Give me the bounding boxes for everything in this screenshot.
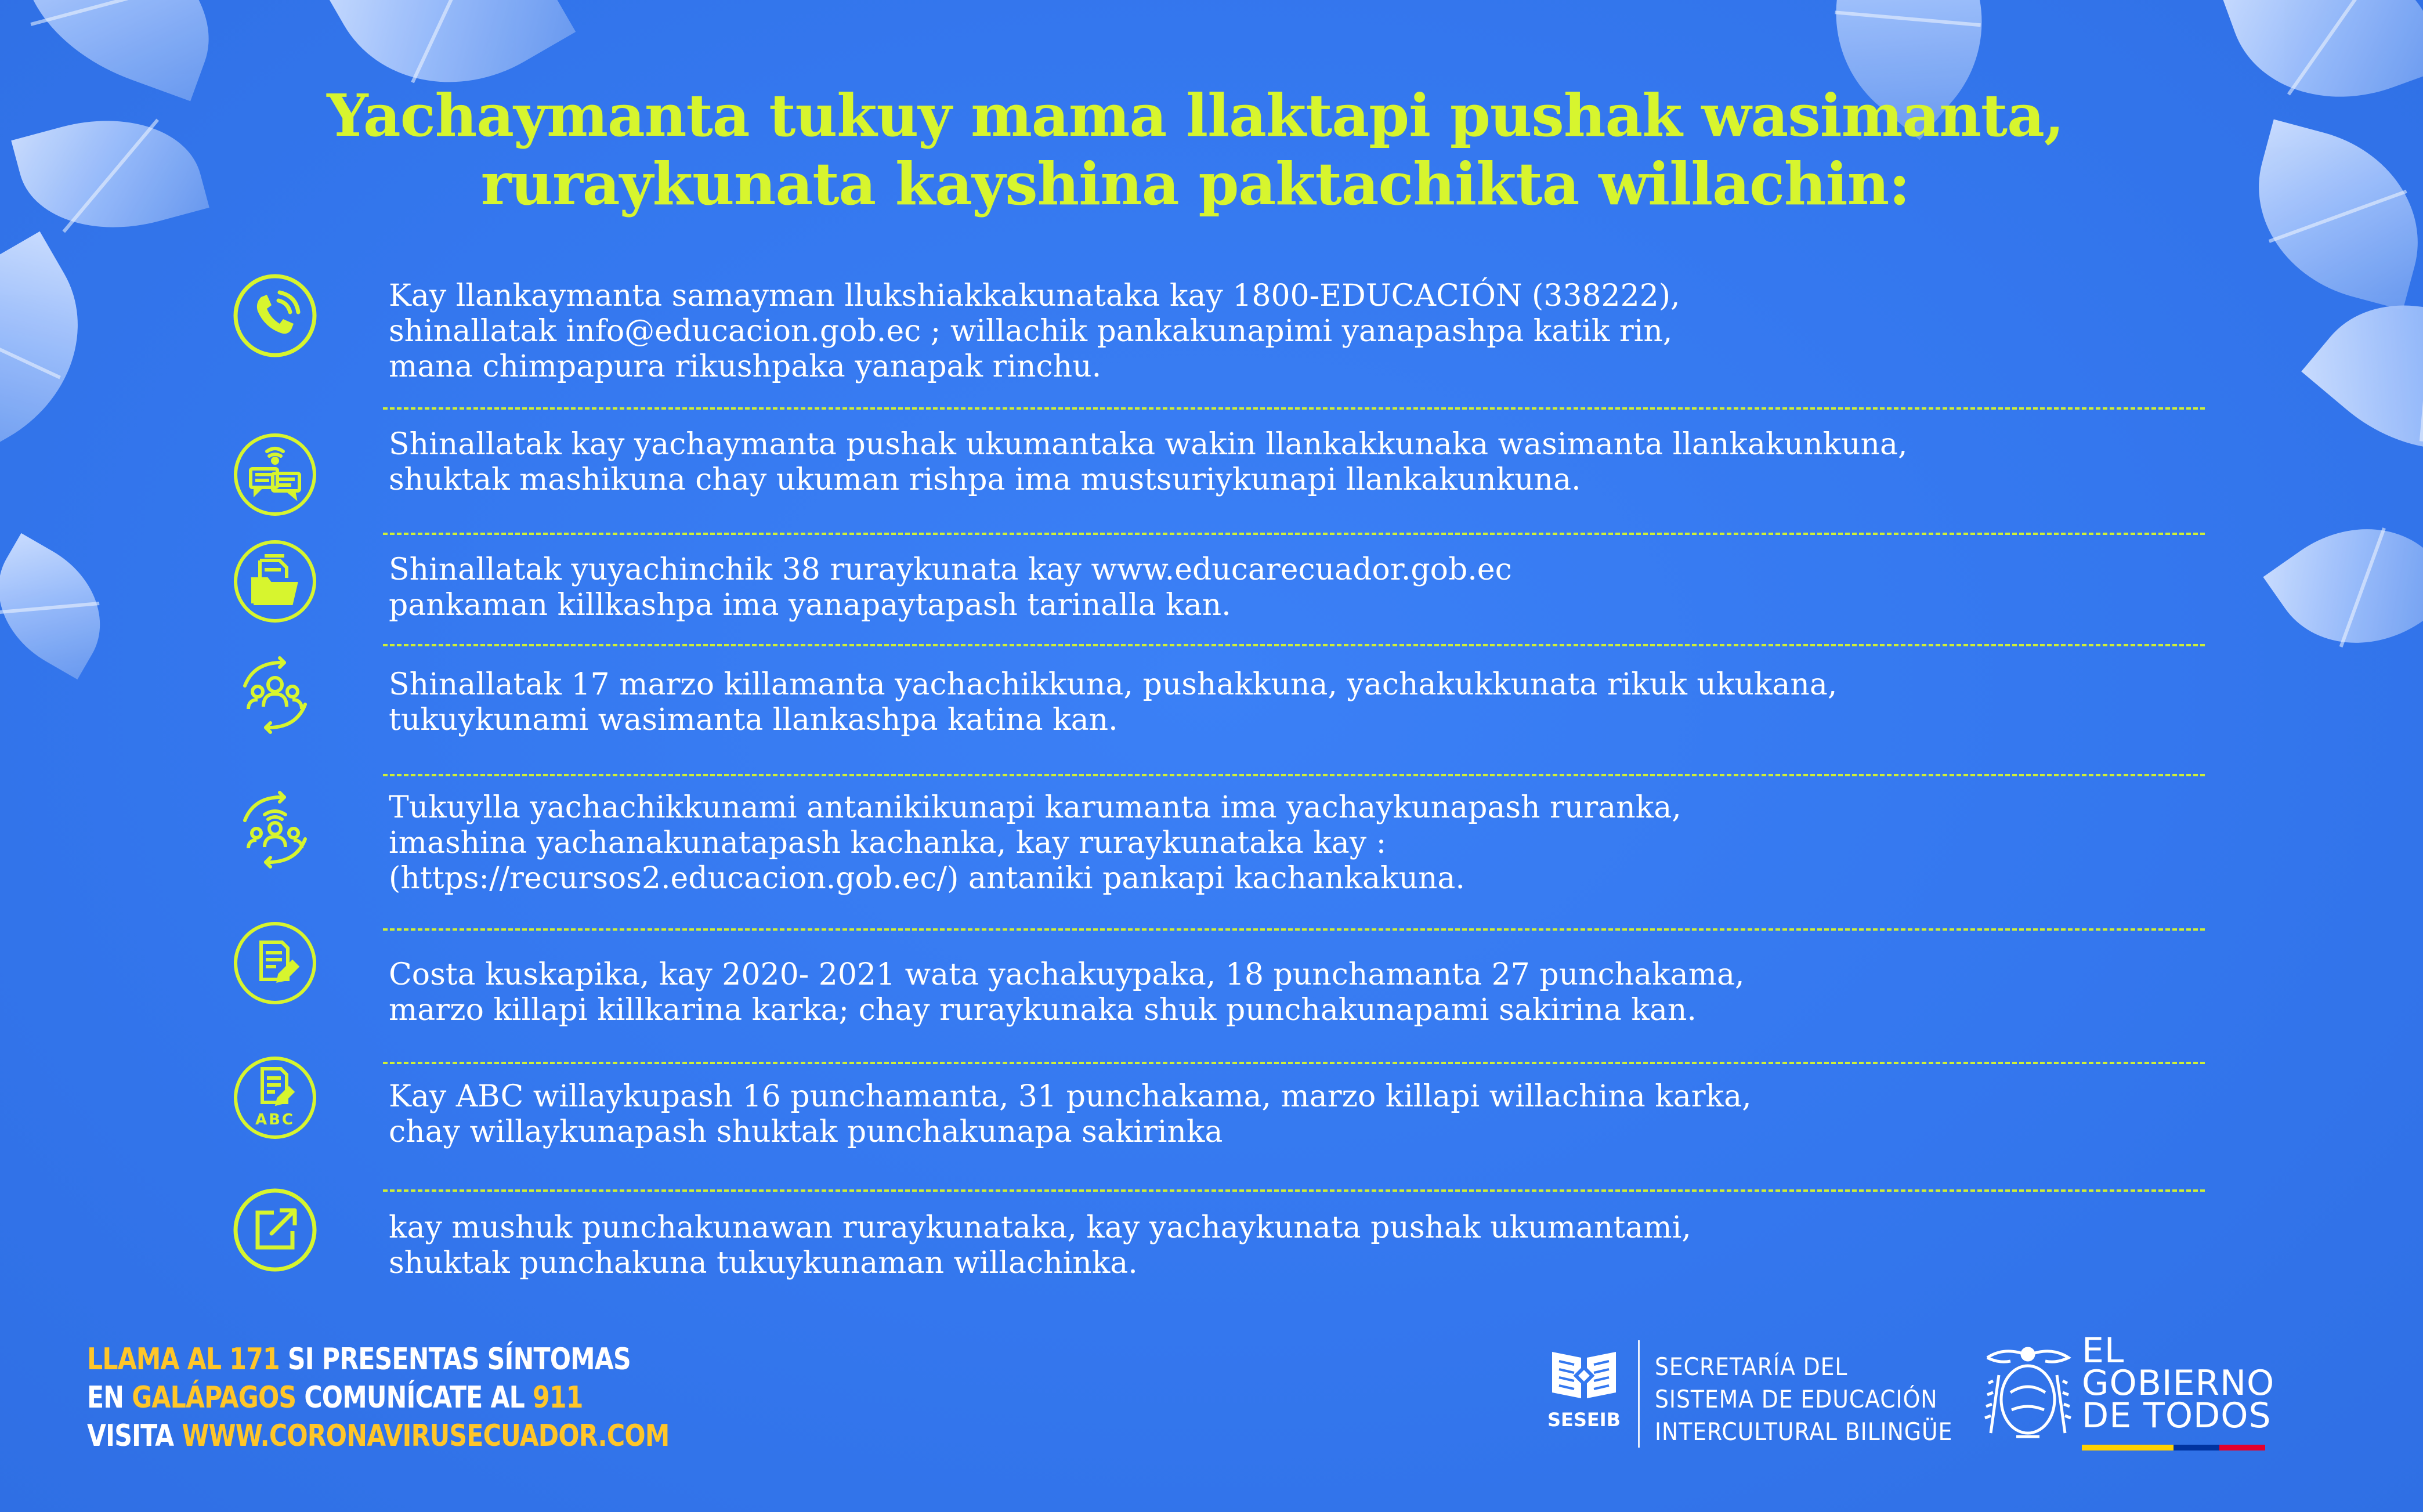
item-text xyxy=(389,790,2187,896)
divider xyxy=(383,928,2205,931)
footer-link[interactable]: WWW.CORONAVIRUSECUADOR.COM xyxy=(182,1419,670,1453)
text-line: pankaman killkashpa ima yanapaytapash tarinalla kan. xyxy=(389,588,1231,623)
item-text xyxy=(389,278,2187,385)
leaf-decoration xyxy=(0,231,121,465)
secretaria-line: INTERCULTURAL BILINGÜE xyxy=(1655,1417,1953,1446)
flag-stripe-yellow xyxy=(2082,1445,2174,1450)
footer-line-1 xyxy=(87,1340,669,1379)
folder-documents-icon xyxy=(231,537,319,625)
footer-text: COMUNÍCATE AL xyxy=(296,1380,533,1415)
document-edit-icon xyxy=(231,919,319,1007)
footer-highlight: 911 xyxy=(533,1380,583,1415)
text-line: Kay ABC willaykupash 16 punchamanta, 31 punchakama, marzo killapi willachina karka, xyxy=(389,1079,1752,1114)
seseib-logo xyxy=(1538,1340,1630,1445)
flag-stripe-blue xyxy=(2174,1445,2219,1450)
footer-line-2 xyxy=(87,1379,669,1417)
text-line: Tukuylla yachachikkunami antanikikunapi karumanta ima yachaykunapash ruranka, xyxy=(389,790,1681,825)
logo-separator xyxy=(1638,1340,1640,1448)
leaf-decoration xyxy=(2234,120,2423,310)
divider xyxy=(383,407,2205,410)
gobierno-line: GOBIERNO xyxy=(2082,1363,2275,1404)
text-line: Shinallatak yuyachinchik 38 ruraykunata kay www.educarecuador.gob.ec xyxy=(389,552,1512,587)
coat-of-arms-icon xyxy=(1976,1334,2080,1450)
text-line: mana chimpapura rikushpaka yanapak rinchu. xyxy=(389,349,1102,384)
item-text xyxy=(389,667,2187,738)
people-network-icon xyxy=(231,786,319,874)
title-line-1: Yachaymanta tukuy mama llaktapi pushak wasimanta, xyxy=(327,81,2064,150)
external-link-icon xyxy=(231,1186,319,1274)
title-line-2: ruraykunata kayshina paktachikta willachin: xyxy=(480,150,1910,218)
leaf-decoration xyxy=(2263,490,2423,681)
secretaria-line: SISTEMA DE EDUCACIÓN xyxy=(1655,1385,1938,1413)
footer-highlight: LLAMA AL 171 xyxy=(87,1342,280,1377)
text-line: shuktak mashikuna chay ukuman rishpa ima mustsuriykunapi llankakunkuna. xyxy=(389,462,1581,497)
item-text xyxy=(389,427,2187,498)
text-line: Costa kuskapika, kay 2020- 2021 wata yachakuypaka, 18 punchamanta 27 punchakama, xyxy=(389,957,1745,992)
text-line: shuktak punchakuna tukuykunaman willachinka. xyxy=(389,1246,1138,1281)
leaf-decoration xyxy=(2219,0,2423,132)
text-line: chay willaykunapash shuktak punchakunapa sakirinka xyxy=(389,1115,1223,1149)
secretaria-line: SECRETARÍA DEL xyxy=(1655,1352,1848,1381)
phone-icon xyxy=(231,272,319,360)
footer-text: SI PRESENTAS SÍNTOMAS xyxy=(279,1342,631,1377)
footer-contact-info xyxy=(87,1340,669,1455)
info-list xyxy=(220,255,2205,1300)
footer-text: VISITA xyxy=(87,1419,182,1453)
footer-text: EN xyxy=(87,1380,132,1415)
footer-line-3 xyxy=(87,1417,669,1455)
text-line: marzo killapi killkarina karka; chay ruraykunaka shuk punchakunapami sakirina kan. xyxy=(389,993,1697,1028)
flag-stripe-red xyxy=(2219,1445,2265,1450)
chat-wifi-icon xyxy=(231,431,319,519)
text-line: shinallatak info@educacion.gob.ec ; willachik pankakunapimi yanapashpa katik rin, xyxy=(389,314,1673,349)
divider xyxy=(383,1062,2205,1064)
book-icon xyxy=(1546,1340,1622,1404)
item-text xyxy=(389,957,2187,1028)
page-title xyxy=(174,81,2216,218)
gobierno-line: EL xyxy=(2082,1330,2125,1371)
text-line: (https://recursos2.educacion.gob.ec/) antaniki pankapi kachankakuna. xyxy=(389,861,1465,896)
text-line: tukuykunami wasimanta llankashpa katina kan. xyxy=(389,703,1118,737)
seseib-label: SESEIB xyxy=(1547,1409,1621,1431)
item-text xyxy=(389,552,2187,623)
footer-highlight: GALÁPAGOS xyxy=(132,1380,296,1415)
abc-icon-label: ABC xyxy=(255,1111,295,1128)
item-text xyxy=(389,1210,2187,1281)
flag-stripe xyxy=(2082,1445,2265,1450)
text-line: Kay llankaymanta samayman llukshiakkakunataka kay 1800-EDUCACIÓN (338222), xyxy=(389,278,1680,313)
text-line: Shinallatak kay yachaymanta pushak ukumantaka wakin llankakkunaka wasimanta llankakunkuna, xyxy=(389,427,1908,462)
leaf-decoration xyxy=(0,533,126,679)
gobierno-de-todos-logo xyxy=(2082,1330,2275,1436)
divider xyxy=(383,774,2205,776)
text-line: Shinallatak 17 marzo killamanta yachachikkuna, pushakkuna, yachakukkunata rikuk ukukana, xyxy=(389,667,1838,702)
text-line: imashina yachanakunatapash kachanka, kay ruraykunataka kay : xyxy=(389,826,1387,860)
gobierno-line: DE TODOS xyxy=(2082,1395,2272,1436)
item-text xyxy=(389,1079,2187,1150)
divider xyxy=(383,533,2205,535)
abc-document-icon xyxy=(231,1054,319,1142)
people-group-icon xyxy=(231,651,319,739)
divider xyxy=(383,1189,2205,1192)
text-line: kay mushuk punchakunawan ruraykunataka, kay yachaykunata pushak ukumantami, xyxy=(389,1210,1691,1245)
secretaria-name xyxy=(1655,1351,1952,1448)
divider xyxy=(383,644,2205,646)
